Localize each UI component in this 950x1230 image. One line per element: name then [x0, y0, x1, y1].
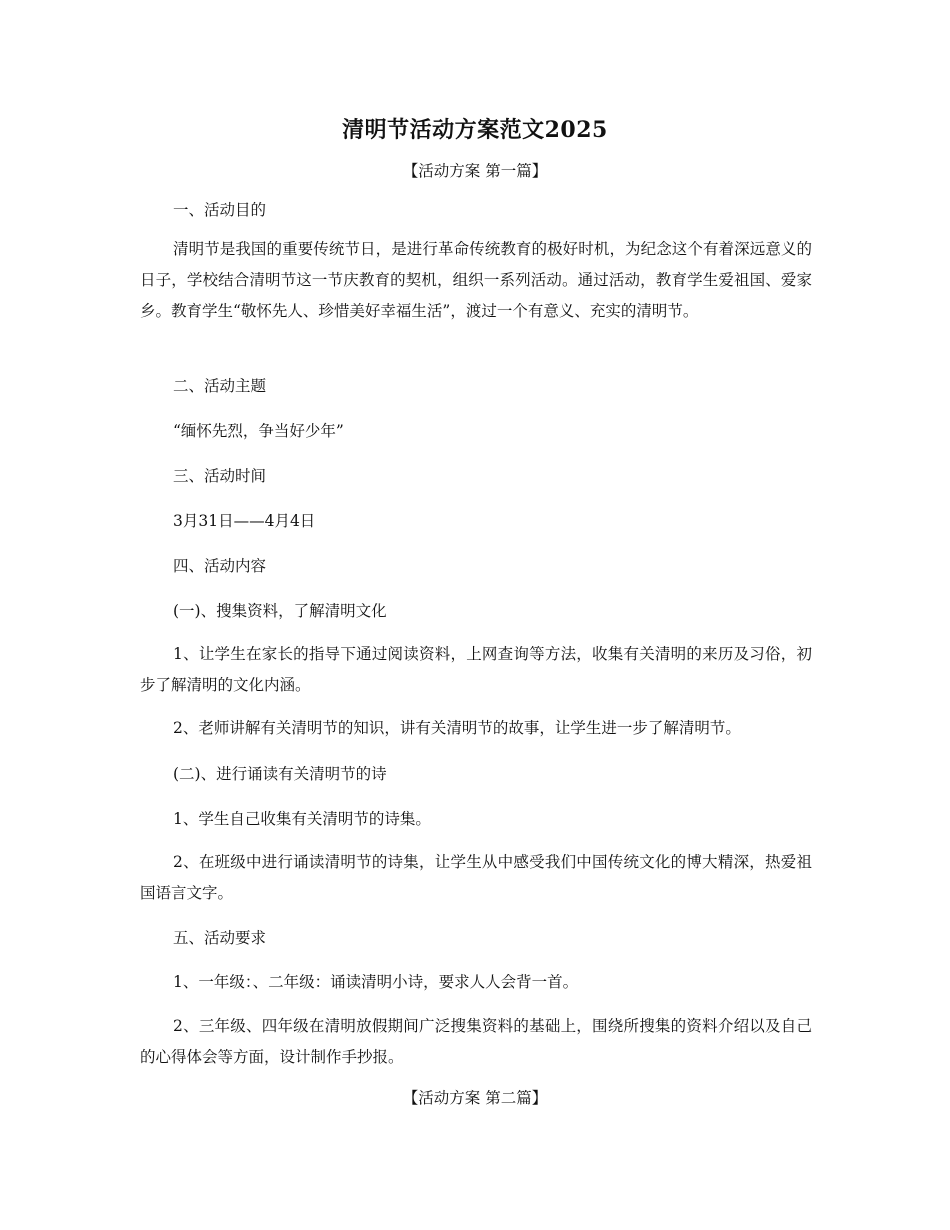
heading-time: 三、活动时间 — [173, 467, 267, 485]
document-title: 清明节活动方案范文2025 — [342, 117, 608, 143]
heading-requirements: 五、活动要求 — [173, 929, 267, 947]
heading-theme: 二、活动主题 — [173, 377, 267, 395]
subheading-recite: (二)、进行诵读有关清明节的诗 — [173, 765, 387, 783]
section-heading-1: 【活动方案 第一篇】 — [402, 162, 548, 180]
section-heading-2: 【活动方案 第二篇】 — [402, 1089, 548, 1107]
heading-purpose: 一、活动目的 — [173, 201, 267, 219]
paragraph-purpose: 清明节是我国的重要传统节日，是进行革命传统教育的极好时机，为纪念这个有着深远意义的日子，学校结合清明节这一节庆教育的契机，组织一系列活动。通过活动，教育学生爱祖国、爱家乡。教育学生“敬怀先人、珍惜美好幸福生活”，渡过一个有意义、充实的清明节。 — [140, 240, 812, 320]
paragraph-collect-2: 2、老师讲解有关清明节的知识，讲有关清明节的故事，让学生进一步了解清明节。 — [173, 719, 741, 737]
subheading-collect: (一)、搜集资料，了解清明文化 — [173, 602, 387, 620]
paragraph-time: 3月31日——4月4日 — [173, 512, 316, 530]
paragraph-requirements-1: 1、一年级：、二年级：诵读清明小诗，要求人人会背一首。 — [173, 973, 579, 991]
heading-content: 四、活动内容 — [173, 557, 267, 575]
paragraph-collect-1: 1、让学生在家长的指导下通过阅读资料，上网查询等方法，收集有关清明的来历及习俗，初步了解清明的文化内涵。 — [140, 645, 812, 694]
paragraph-recite-2: 2、在班级中进行诵读清明节的诗集，让学生从中感受我们中国传统文化的博大精深，热爱祖国语言文字。 — [140, 853, 812, 902]
paragraph-theme: “缅怀先烈，争当好少年” — [173, 422, 344, 440]
paragraph-requirements-2: 2、三年级、四年级在清明放假期间广泛搜集资料的基础上，围绕所搜集的资料介绍以及自己的心得体会等方面，设计制作手抄报。 — [140, 1017, 812, 1066]
paragraph-recite-1: 1、学生自己收集有关清明节的诗集。 — [173, 810, 431, 828]
